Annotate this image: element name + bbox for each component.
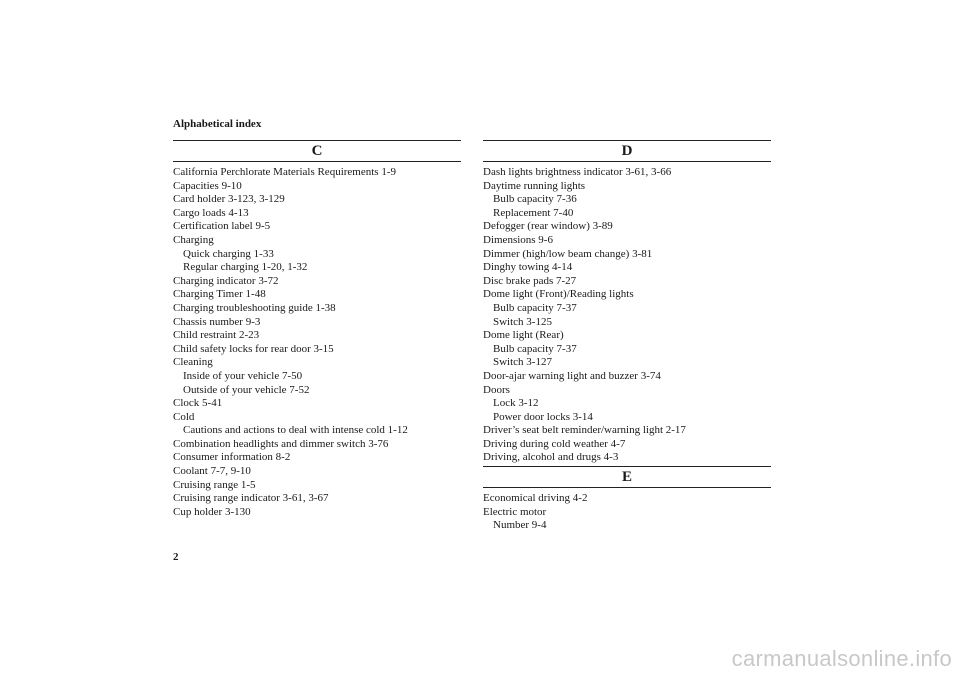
index-subentry: Bulb capacity 7-37 <box>493 301 577 314</box>
index-entry: Dinghy towing 4-14 <box>483 261 573 274</box>
section-letter-e: E <box>483 466 771 488</box>
index-entry: Cleaning <box>173 356 213 369</box>
index-subentry: Regular charging 1-20, 1-32 <box>183 261 308 274</box>
index-entry: Cold <box>173 410 195 423</box>
index-subentry: Cautions and actions to deal with intense cold 1-12 <box>183 424 408 437</box>
page-header-title: Alphabetical index <box>173 118 262 130</box>
index-entries-c <box>173 166 461 519</box>
index-entry: Dome light (Front)/Reading lights <box>483 288 634 301</box>
index-entry: Card holder 3-123, 3-129 <box>173 193 285 206</box>
index-subentry: Number 9-4 <box>493 519 547 532</box>
index-subentry: Inside of your vehicle 7-50 <box>183 369 303 382</box>
index-subentry: Outside of your vehicle 7-52 <box>183 383 310 396</box>
index-entry: Defogger (rear window) 3-89 <box>483 220 613 233</box>
index-entry: Dash lights brightness indicator 3-61, 3-66 <box>483 166 672 178</box>
index-entry: California Perchlorate Materials Requirements 1-9 <box>173 166 396 178</box>
index-entry: Economical driving 4-2 <box>483 492 588 505</box>
index-entry: Dome light (Rear) <box>483 329 564 342</box>
index-entry: Clock 5-41 <box>173 397 223 410</box>
index-entry: Disc brake pads 7-27 <box>483 274 577 287</box>
index-entry: Child safety locks for rear door 3-15 <box>173 342 334 355</box>
index-entry: Dimensions 9-6 <box>483 233 553 246</box>
index-entry: Charging troubleshooting guide 1-38 <box>173 301 336 314</box>
index-subentry: Bulb capacity 7-36 <box>493 193 577 206</box>
index-entries-e <box>483 492 771 533</box>
index-entry: Driving during cold weather 4-7 <box>483 437 626 450</box>
index-entry: Combination headlights and dimmer switch 3-76 <box>173 437 389 450</box>
index-subentry: Quick charging 1-33 <box>183 247 274 260</box>
index-subentry: Replacement 7-40 <box>493 206 574 219</box>
index-entry: Cargo loads 4-13 <box>173 206 249 219</box>
index-entry: Driver’s seat belt reminder/warning light 2-17 <box>483 424 686 437</box>
index-entry: Driving, alcohol and drugs 4-3 <box>483 451 619 464</box>
index-entry: Capacities 9-10 <box>173 179 242 192</box>
index-entry: Dimmer (high/low beam change) 3-81 <box>483 247 653 260</box>
index-entry: Charging Timer 1-48 <box>173 288 266 301</box>
index-column-right <box>483 140 771 533</box>
section-letter-d: D <box>483 140 771 162</box>
index-entry: Cup holder 3-130 <box>173 505 251 518</box>
index-subentry: Lock 3-12 <box>493 397 539 410</box>
page-number: 2 <box>173 551 179 563</box>
index-entry: Coolant 7-7, 9-10 <box>173 465 251 478</box>
index-entry: Daytime running lights <box>483 179 586 192</box>
index-subentry: Bulb capacity 7-37 <box>493 342 577 355</box>
index-entry: Door-ajar warning light and buzzer 3-74 <box>483 369 661 382</box>
index-entry: Doors <box>483 383 510 396</box>
index-subentry: Switch 3-125 <box>493 315 552 328</box>
index-subentry: Power door locks 3-14 <box>493 410 593 423</box>
index-entry: Child restraint 2-23 <box>173 329 260 342</box>
index-entry: Electric motor <box>483 505 547 518</box>
index-entry: Charging indicator 3-72 <box>173 274 279 287</box>
index-entry: Charging <box>173 233 214 246</box>
index-entry: Certification label 9-5 <box>173 220 271 233</box>
index-subentry: Switch 3-127 <box>493 356 552 369</box>
watermark-logo: carmanualsonline.info <box>731 646 952 671</box>
index-entry: Cruising range indicator 3-61, 3-67 <box>173 492 329 505</box>
index-entry: Cruising range 1-5 <box>173 478 256 491</box>
index-entries-d <box>483 166 771 465</box>
index-column-left <box>173 140 461 519</box>
index-entry: Consumer information 8-2 <box>173 451 291 464</box>
section-letter-c: C <box>173 140 461 162</box>
index-entry: Chassis number 9-3 <box>173 315 261 328</box>
